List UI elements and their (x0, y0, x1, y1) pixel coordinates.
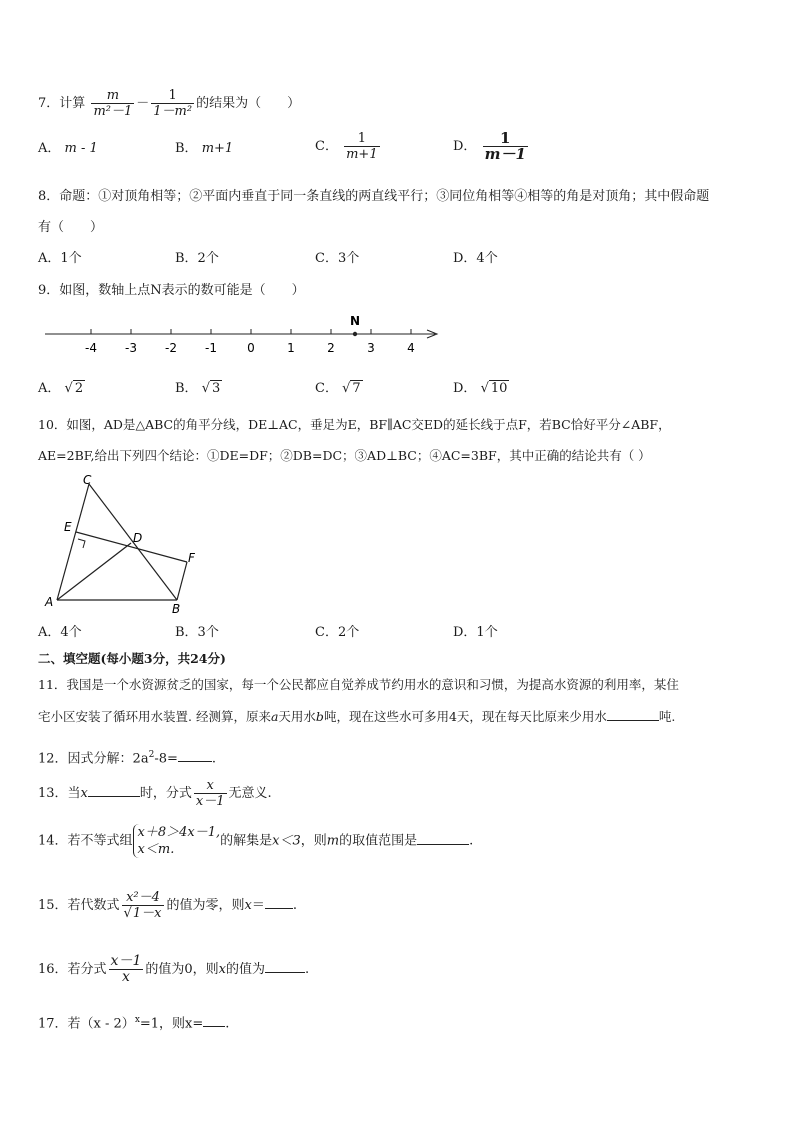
q8-option-b[interactable]: B．2个 (175, 251, 219, 266)
q11-answer-blank[interactable] (607, 707, 659, 721)
point-n-label: N (349, 314, 361, 328)
point-n (353, 332, 357, 336)
q7-option-c[interactable]: C． $\frac{1}{m+1}$ (315, 131, 378, 162)
q11-stem-line2: 宅小区安装了循环用水装置. 经测算，原来a天用水b吨，现在这些水可多用4天，现在每天比原来少用水 吨. (38, 709, 676, 724)
label-a: A (45, 595, 54, 609)
q13-stem: 13．当x 时，分式 $\frac{x}{x-1}$ 无意义. (38, 778, 272, 809)
q8-option-c[interactable]: C．3个 (315, 251, 360, 266)
q8-option-d[interactable]: D．4个 (453, 251, 498, 266)
q10-option-c[interactable]: C．2个 (315, 625, 360, 640)
q9-option-c[interactable]: C． √ 7 (315, 381, 361, 396)
q10-stem-line1: 10．如图，AD是△ABC的角平分线，DE⊥AC，垂足为E，BF∥AC交ED的延长线于点F，若BC恰好平分∠ABF， (38, 417, 671, 432)
q9-option-d[interactable]: D． √ 10 (453, 381, 508, 396)
q15-answer-blank[interactable] (265, 895, 293, 909)
q9-option-a[interactable]: A． √ 2 (38, 381, 84, 396)
q15-stem: 15．若代数式 $\frac{\text{x²－4}}{√1-x}$ 的值为零，则x＝ . (38, 890, 297, 921)
q13-answer-blank[interactable] (88, 783, 140, 797)
q16-fraction: $\frac{x-1}{x}$ (110, 953, 142, 985)
q10-option-a[interactable]: A．4个 (38, 625, 82, 640)
axis-tick-label: 1 (287, 341, 295, 355)
q7-fraction-1: $\frac{m}{\text{m²－1}}$ (93, 88, 133, 119)
triangle-figure (40, 472, 210, 617)
q10-option-b[interactable]: B．3个 (175, 625, 219, 640)
q12-stem: 12．因式分解：$2a^2-8=$ . (38, 750, 217, 767)
q8-option-a[interactable]: A．1个 (38, 251, 82, 266)
number-line-figure (40, 310, 450, 362)
q17-stem: 17．若（x - 2）$^x$=1，则x= . (38, 1015, 230, 1032)
q12-answer-blank[interactable] (178, 748, 212, 762)
q7-option-b[interactable]: B． m+1 (175, 141, 234, 156)
q14-answer-blank[interactable] (417, 831, 469, 845)
q8-stem-line1: 8．命题：①对顶角相等；②平面内垂直于同一条直线的两直线平行；③同位角相等④相等的角是对顶角；其中假命题 (38, 189, 710, 204)
label-c: C (83, 473, 92, 487)
q16-answer-blank[interactable] (265, 959, 305, 973)
q7-option-d[interactable]: D． $\frac{1}{m-1}$ (453, 129, 526, 163)
q14-inequality-system: x＋8＞4x－1, x＜m. (133, 824, 221, 858)
label-d: D (133, 531, 143, 545)
q16-stem: 16．若分式 $\frac{x-1}{x}$ 的值为0，则x的值为 . (38, 953, 310, 985)
q9-option-b[interactable]: B． √ 3 (175, 381, 221, 396)
q11-stem-line1: 11．我国是一个水资源贫乏的国家，每一个公民都应自觉养成节约用水的意识和习惯，为提高水资源的利用率，某住 (38, 677, 679, 692)
axis-tick-label: -1 (205, 341, 217, 355)
axis-tick-label: -2 (165, 341, 177, 355)
label-e: E (64, 520, 72, 534)
label-b: B (172, 602, 181, 616)
section-title: 二、填空题(每小题3分，共24分) (38, 651, 226, 666)
segment-ef (76, 532, 187, 562)
segment-bf (177, 562, 187, 600)
label-f: F (188, 551, 195, 565)
q15-fraction: $\frac{\text{x²－4}}{√1-x}$ (122, 890, 165, 921)
axis-tick-label: 0 (247, 341, 255, 355)
q17-answer-blank[interactable] (203, 1013, 225, 1027)
axis-tick-label: 3 (367, 341, 375, 355)
axis-tick-label: -4 (85, 341, 97, 355)
q8-stem-line2: 有（ ） (38, 220, 104, 235)
axis-tick-label: 2 (327, 341, 335, 355)
axis-tick-label: -3 (125, 341, 137, 355)
q7-option-a[interactable]: A． m - 1 (38, 141, 98, 156)
q14-stem: 14．若不等式组 x＋8＞4x－1, x＜m. 的解集是x＜3，则m的取值范围是 . (38, 825, 474, 857)
q9-stem: 9．如图，数轴上点N表示的数可能是（ ） (38, 283, 305, 298)
segment-ad (57, 543, 131, 600)
right-angle-mark (78, 539, 85, 548)
q7-fraction-2: $\frac{1}{\text{1－m²}}$ (153, 88, 193, 119)
axis-tick-label: 4 (407, 341, 415, 355)
q7-stem: 7．计算 $\frac{m}{\text{m²－1}}$ － $\frac{1}{\text{1－m²}}$ 的结果为（ ） (38, 88, 301, 119)
q13-fraction: $\frac{x}{x-1}$ (195, 778, 225, 809)
q10-option-d[interactable]: D．1个 (453, 625, 498, 640)
q10-stem-line2: AE=2BF,给出下列四个结论：①DE=DF；②DB=DC；③AD⊥BC；④AC=3BF，其中正确的结论共有（ ） (38, 448, 651, 463)
